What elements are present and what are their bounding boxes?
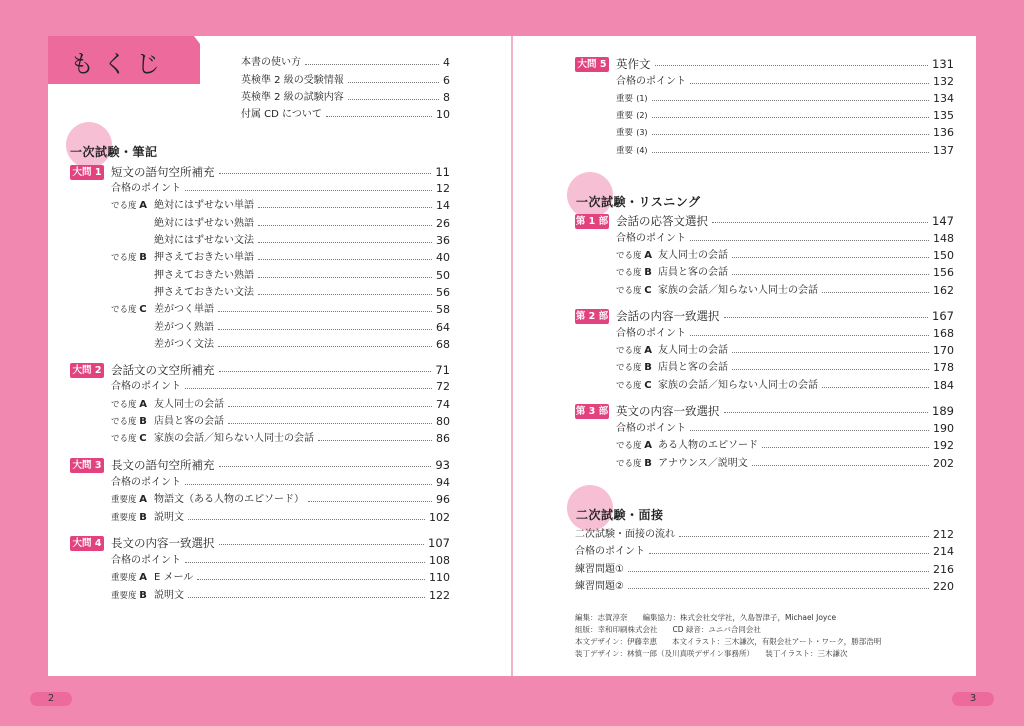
badge-daimon-1: 大問 1 — [70, 165, 104, 180]
frequency-label: でる度 C — [616, 380, 652, 391]
credit-line: 本文デザイン：伊藤幸恵 本文イラスト：三木謙次，有限会社アート・ワーク，勝部浩明 — [575, 637, 882, 646]
credit-line: 組版：幸和印刷株式会社 CD 録音：ユニバ合同会社 — [575, 625, 761, 634]
frequency-label: でる度 A — [111, 399, 147, 410]
toc-entry[interactable]: 重要 (4) 137 — [616, 144, 954, 157]
page-number-right: 3 — [952, 692, 994, 706]
credit-line: 装丁デザイン：林慎一郎（及川真咲デザイン事務所） 装丁イラスト：三木謙次 — [575, 649, 848, 658]
toc-entry[interactable]: 押さえておきたい熟語 50 — [154, 269, 450, 282]
toc-entry[interactable]: 英検準 2 級の受験情報 6 — [241, 74, 450, 87]
frequency-label: でる度 B — [111, 416, 147, 427]
frequency-label: でる度 A — [111, 200, 147, 211]
frequency-label: でる度 A — [616, 345, 652, 356]
section-heading-listening: 一次試験・リスニング — [576, 195, 701, 209]
toc-entry[interactable]: 英作文 131 — [616, 57, 954, 71]
frequency-label: でる度 B — [616, 267, 652, 278]
badge-daimon-5: 大問 5 — [575, 57, 609, 72]
toc-entry[interactable]: 合格のポイント 148 — [616, 232, 954, 245]
toc-entry[interactable]: 差がつく文法 68 — [154, 338, 450, 351]
section-heading-written: 一次試験・筆記 — [70, 145, 158, 159]
toc-entry[interactable]: 店員と客の会話 80 — [154, 415, 450, 428]
importance-label: 重要度 B — [111, 590, 147, 601]
toc-entry[interactable]: 長文の内容一致選択 107 — [111, 536, 450, 550]
toc-entry[interactable]: 会話文の文空所補充 71 — [111, 363, 450, 377]
toc-entry[interactable]: 合格のポイント 72 — [111, 380, 450, 393]
toc-entry[interactable]: 英文の内容一致選択 189 — [616, 404, 954, 418]
toc-entry[interactable]: ある人物のエピソード 192 — [658, 439, 954, 452]
toc-entry[interactable]: 友人同士の会話 74 — [154, 398, 450, 411]
section-heading-interview: 二次試験・面接 — [576, 508, 664, 522]
toc-entry[interactable]: 家族の会話／知らない人同士の会話 184 — [658, 379, 954, 392]
badge-part-1: 第 1 部 — [575, 216, 609, 227]
toc-entry[interactable]: 差がつく熟語 64 — [154, 321, 450, 334]
toc-entry[interactable]: 店員と客の会話 156 — [658, 266, 954, 279]
toc-entry[interactable]: 二次試験・面接の流れ 212 — [575, 528, 954, 541]
toc-entry[interactable]: 家族の会話／知らない人同士の会話 86 — [154, 432, 450, 445]
page-number-left: 2 — [30, 692, 72, 706]
badge-daimon-2: 大問 2 — [70, 363, 104, 378]
toc-entry[interactable]: 差がつく単語 58 — [154, 303, 450, 316]
badge-daimon-3: 大問 3 — [70, 458, 104, 473]
toc-entry[interactable]: 合格のポイント 214 — [575, 545, 954, 558]
toc-entry[interactable]: 絶対にはずせない熟語 26 — [154, 217, 450, 230]
toc-entry[interactable]: 押さえておきたい文法 56 — [154, 286, 450, 299]
frequency-label: でる度 C — [616, 285, 652, 296]
toc-entry[interactable]: 押さえておきたい単語 40 — [154, 251, 450, 264]
toc-entry[interactable]: 合格のポイント 190 — [616, 422, 954, 435]
importance-label: 重要度 A — [111, 494, 147, 505]
toc-entry[interactable]: E メール 110 — [154, 571, 450, 584]
badge-part-2: 第 2 部 — [575, 311, 609, 322]
toc-entry[interactable]: 説明文 122 — [154, 589, 450, 602]
toc-entry[interactable]: 本書の使い方 4 — [241, 56, 450, 69]
credits — [575, 612, 881, 660]
toc-entry[interactable]: 重要 (2) 135 — [616, 109, 954, 122]
toc-entry[interactable]: 友人同士の会話 170 — [658, 344, 954, 357]
importance-label: 重要度 B — [111, 512, 147, 523]
toc-entry[interactable]: 物語文（ある人物のエピソード） 96 — [154, 493, 450, 506]
badge-daimon-4: 大問 4 — [70, 536, 104, 551]
toc-entry[interactable]: 絶対にはずせない文法 36 — [154, 234, 450, 247]
frequency-label: でる度 C — [111, 433, 147, 444]
toc-entry[interactable]: 会話の応答文選択 147 — [616, 214, 954, 228]
frequency-label: でる度 A — [616, 440, 652, 451]
frequency-label: でる度 B — [111, 252, 147, 263]
toc-entry[interactable]: 家族の会話／知らない人同士の会話 162 — [658, 284, 954, 297]
toc-entry[interactable]: 説明文 102 — [154, 511, 450, 524]
toc-entry[interactable]: 付属 CD について 10 — [241, 108, 450, 121]
credit-line: 編集：志賀淳奈 編集協力：株式会社交学社，久島智津子，Michael Joyce — [575, 613, 837, 622]
toc-entry[interactable]: 短文の語句空所補充 11 — [111, 165, 450, 179]
toc-entry[interactable]: 会話の内容一致選択 167 — [616, 309, 954, 323]
toc-entry[interactable]: 重要 (3) 136 — [616, 126, 954, 139]
toc-entry[interactable]: 絶対にはずせない単語 14 — [154, 199, 450, 212]
toc-entry[interactable]: 練習問題① 216 — [575, 563, 954, 576]
toc-entry[interactable]: 合格のポイント 108 — [111, 554, 450, 567]
frequency-label: でる度 B — [616, 458, 652, 469]
toc-entry[interactable]: 英検準 2 級の試験内容 8 — [241, 91, 450, 104]
toc-entry[interactable]: 友人同士の会話 150 — [658, 249, 954, 262]
toc-entry[interactable]: 合格のポイント 168 — [616, 327, 954, 340]
frequency-label: でる度 A — [616, 250, 652, 261]
importance-label: 重要度 A — [111, 572, 147, 583]
toc-entry[interactable]: 合格のポイント 94 — [111, 476, 450, 489]
page-title: もくじ — [70, 50, 169, 78]
toc-entry[interactable]: 合格のポイント 132 — [616, 75, 954, 88]
toc-entry[interactable]: 店員と客の会話 178 — [658, 361, 954, 374]
toc-entry[interactable]: 長文の語句空所補充 93 — [111, 458, 450, 472]
toc-entry[interactable]: 重要 (1) 134 — [616, 92, 954, 105]
frequency-label: でる度 C — [111, 304, 147, 315]
badge-part-3: 第 3 部 — [575, 406, 609, 417]
toc-entry[interactable]: 練習問題② 220 — [575, 580, 954, 593]
page-gutter — [511, 36, 513, 676]
toc-entry[interactable]: 合格のポイント 12 — [111, 182, 450, 195]
toc-entry[interactable]: アナウンス／説明文 202 — [658, 457, 954, 470]
frequency-label: でる度 B — [616, 362, 652, 373]
